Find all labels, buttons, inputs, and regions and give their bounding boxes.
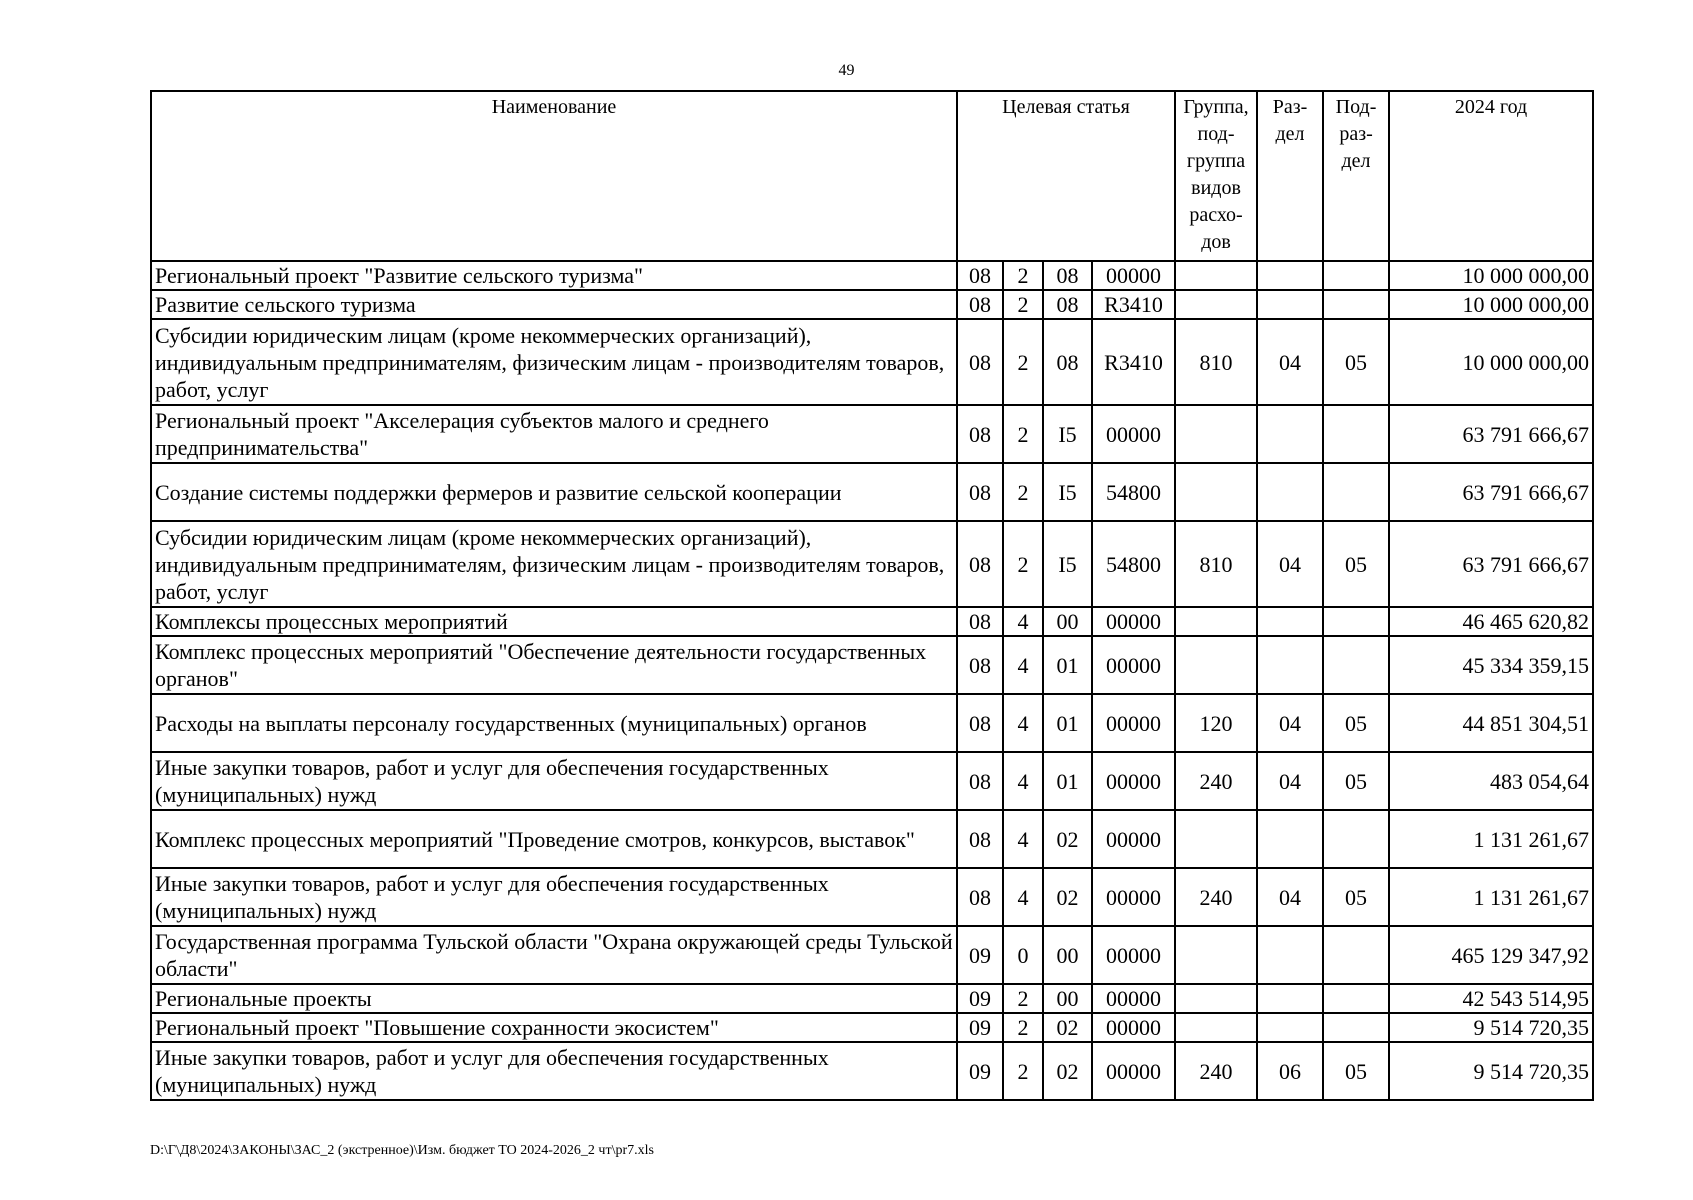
header-name: Наименование [151, 91, 957, 261]
expense-group-cell [1175, 405, 1257, 463]
target-code-direction-cell: 00000 [1092, 868, 1175, 926]
row-name-cell: Создание системы поддержки фермеров и развитие сельской кооперации [151, 463, 957, 521]
header-section [1257, 91, 1323, 261]
row-name-cell: Региональный проект "Акселерация субъектов малого и среднего предпринимательства" [151, 405, 957, 463]
section-cell [1257, 463, 1323, 521]
expense-group-cell [1175, 261, 1257, 290]
table-row [151, 1013, 1593, 1042]
section-cell: 04 [1257, 521, 1323, 607]
section-cell [1257, 261, 1323, 290]
row-name-cell: Комплексы процессных мероприятий [151, 607, 957, 636]
table-row [151, 405, 1593, 463]
target-code-project-cell: 02 [1043, 1042, 1092, 1100]
target-code-direction-cell: 00000 [1092, 1013, 1175, 1042]
expense-group-cell: 810 [1175, 521, 1257, 607]
header-section-line: дел [1275, 123, 1305, 145]
table-row [151, 607, 1593, 636]
table-row [151, 694, 1593, 752]
expense-group-cell [1175, 1013, 1257, 1042]
header-group-line: группа [1186, 150, 1246, 172]
subsection-cell: 05 [1323, 521, 1389, 607]
target-code-direction-cell: 00000 [1092, 1042, 1175, 1100]
subsection-cell: 05 [1323, 1042, 1389, 1100]
target-code-program-cell: 08 [957, 607, 1003, 636]
subsection-cell [1323, 1013, 1389, 1042]
section-cell [1257, 405, 1323, 463]
amount-2024-cell: 63 791 666,67 [1389, 405, 1593, 463]
amount-2024-cell: 9 514 720,35 [1389, 1042, 1593, 1100]
row-name-cell: Комплекс процессных мероприятий "Проведение смотров, конкурсов, выставок" [151, 810, 957, 868]
amount-2024-cell: 45 334 359,15 [1389, 636, 1593, 694]
target-code-direction-cell: 00000 [1092, 926, 1175, 984]
target-code-program-cell: 08 [957, 319, 1003, 405]
file-path-footer: D:\Г\Д8\2024\ЗАКОНЫ\ЗАС_2 (экстренное)\Изм. бюджет ТО 2024-2026_2 чт\pr7.xls [150, 1143, 654, 1158]
row-name-cell: Региональный проект "Развитие сельского туризма" [151, 261, 957, 290]
target-code-type-cell: 2 [1003, 290, 1043, 319]
amount-2024-cell: 46 465 620,82 [1389, 607, 1593, 636]
target-code-program-cell: 08 [957, 405, 1003, 463]
amount-2024-cell: 10 000 000,00 [1389, 261, 1593, 290]
amount-2024-cell: 10 000 000,00 [1389, 290, 1593, 319]
table-row [151, 810, 1593, 868]
target-code-direction-cell: 00000 [1092, 636, 1175, 694]
target-code-project-cell: 02 [1043, 1013, 1092, 1042]
table-row [151, 261, 1593, 290]
table-row [151, 926, 1593, 984]
target-code-type-cell: 0 [1003, 926, 1043, 984]
target-code-program-cell: 09 [957, 984, 1003, 1013]
table-header-row [151, 91, 1593, 261]
target-code-direction-cell: R3410 [1092, 319, 1175, 405]
row-name-cell: Развитие сельского туризма [151, 290, 957, 319]
target-code-type-cell: 4 [1003, 810, 1043, 868]
target-code-type-cell: 4 [1003, 607, 1043, 636]
header-group-line: видов [1191, 177, 1241, 199]
expense-group-cell: 240 [1175, 868, 1257, 926]
header-subsection-line: Под- [1335, 96, 1377, 118]
subsection-cell [1323, 405, 1389, 463]
target-code-type-cell: 4 [1003, 868, 1043, 926]
target-code-direction-cell: 54800 [1092, 463, 1175, 521]
section-cell [1257, 636, 1323, 694]
target-code-direction-cell: R3410 [1092, 290, 1175, 319]
row-name-cell: Иные закупки товаров, работ и услуг для обеспечения государственных (муниципальных) нужд [151, 752, 957, 810]
header-subsection-line: раз- [1339, 123, 1373, 145]
target-code-project-cell: 08 [1043, 319, 1092, 405]
table-row [151, 1042, 1593, 1100]
subsection-cell [1323, 636, 1389, 694]
expense-group-cell [1175, 636, 1257, 694]
target-code-program-cell: 08 [957, 463, 1003, 521]
row-name-cell: Комплекс процессных мероприятий "Обеспечение деятельности государственных органов" [151, 636, 957, 694]
target-code-project-cell: I5 [1043, 463, 1092, 521]
target-code-type-cell: 4 [1003, 636, 1043, 694]
expense-group-cell: 120 [1175, 694, 1257, 752]
table-row [151, 463, 1593, 521]
amount-2024-cell: 9 514 720,35 [1389, 1013, 1593, 1042]
section-cell: 04 [1257, 694, 1323, 752]
header-subsection [1323, 91, 1389, 261]
target-code-program-cell: 09 [957, 1042, 1003, 1100]
amount-2024-cell: 63 791 666,67 [1389, 463, 1593, 521]
row-name-cell: Региональный проект "Повышение сохранности экосистем" [151, 1013, 957, 1042]
target-code-project-cell: 01 [1043, 636, 1092, 694]
target-code-program-cell: 09 [957, 1013, 1003, 1042]
target-code-project-cell: 02 [1043, 810, 1092, 868]
target-code-direction-cell: 00000 [1092, 694, 1175, 752]
expense-group-cell: 240 [1175, 752, 1257, 810]
subsection-cell [1323, 463, 1389, 521]
target-code-project-cell: 01 [1043, 752, 1092, 810]
subsection-cell [1323, 810, 1389, 868]
amount-2024-cell: 42 543 514,95 [1389, 984, 1593, 1013]
amount-2024-cell: 10 000 000,00 [1389, 319, 1593, 405]
row-name-cell: Субсидии юридическим лицам (кроме некоммерческих организаций), индивидуальным предпринимателям, физическим лицам - производителям товаров, работ, услуг [151, 319, 957, 405]
section-cell [1257, 926, 1323, 984]
table-row [151, 319, 1593, 405]
row-name-cell: Субсидии юридическим лицам (кроме некоммерческих организаций), индивидуальным предпринимателям, физическим лицам - производителям товаров, работ, услуг [151, 521, 957, 607]
section-cell [1257, 290, 1323, 319]
target-code-project-cell: 00 [1043, 984, 1092, 1013]
target-code-project-cell: I5 [1043, 521, 1092, 607]
target-code-program-cell: 08 [957, 636, 1003, 694]
section-cell [1257, 1013, 1323, 1042]
table-row [151, 868, 1593, 926]
header-group-line: дов [1201, 231, 1231, 253]
target-code-program-cell: 08 [957, 290, 1003, 319]
table-body [151, 261, 1593, 1100]
subsection-cell: 05 [1323, 868, 1389, 926]
target-code-project-cell: I5 [1043, 405, 1092, 463]
header-target-article: Целевая статья [957, 91, 1175, 261]
target-code-type-cell: 2 [1003, 463, 1043, 521]
row-name-cell: Расходы на выплаты персоналу государственных (муниципальных) органов [151, 694, 957, 752]
subsection-cell [1323, 607, 1389, 636]
subsection-cell [1323, 926, 1389, 984]
expense-group-cell [1175, 984, 1257, 1013]
target-code-type-cell: 4 [1003, 752, 1043, 810]
section-cell: 04 [1257, 752, 1323, 810]
amount-2024-cell: 44 851 304,51 [1389, 694, 1593, 752]
section-cell: 06 [1257, 1042, 1323, 1100]
expense-group-cell: 810 [1175, 319, 1257, 405]
target-code-direction-cell: 54800 [1092, 521, 1175, 607]
row-name-cell: Иные закупки товаров, работ и услуг для обеспечения государственных (муниципальных) нужд [151, 1042, 957, 1100]
target-code-type-cell: 4 [1003, 694, 1043, 752]
subsection-cell: 05 [1323, 752, 1389, 810]
section-cell: 04 [1257, 319, 1323, 405]
target-code-direction-cell: 00000 [1092, 810, 1175, 868]
target-code-type-cell: 2 [1003, 984, 1043, 1013]
row-name-cell: Иные закупки товаров, работ и услуг для обеспечения государственных (муниципальных) нужд [151, 868, 957, 926]
table-row [151, 636, 1593, 694]
subsection-cell [1323, 984, 1389, 1013]
amount-2024-cell: 483 054,64 [1389, 752, 1593, 810]
target-code-direction-cell: 00000 [1092, 984, 1175, 1013]
expense-group-cell [1175, 463, 1257, 521]
expense-group-cell: 240 [1175, 1042, 1257, 1100]
target-code-program-cell: 08 [957, 261, 1003, 290]
table-row [151, 290, 1593, 319]
header-group-line: Группа, [1183, 96, 1249, 118]
subsection-cell [1323, 261, 1389, 290]
subsection-cell: 05 [1323, 319, 1389, 405]
header-subsection-line: дел [1341, 150, 1371, 172]
target-code-direction-cell: 00000 [1092, 405, 1175, 463]
target-code-project-cell: 08 [1043, 290, 1092, 319]
table-row [151, 984, 1593, 1013]
header-group-line: под- [1197, 123, 1235, 145]
expense-group-cell [1175, 607, 1257, 636]
amount-2024-cell: 1 131 261,67 [1389, 868, 1593, 926]
header-group-line: расхо- [1189, 204, 1243, 226]
amount-2024-cell: 63 791 666,67 [1389, 521, 1593, 607]
target-code-program-cell: 08 [957, 868, 1003, 926]
target-code-type-cell: 2 [1003, 319, 1043, 405]
header-section-line: Раз- [1272, 96, 1308, 118]
target-code-direction-cell: 00000 [1092, 752, 1175, 810]
target-code-direction-cell: 00000 [1092, 261, 1175, 290]
target-code-project-cell: 02 [1043, 868, 1092, 926]
row-name-cell: Региональные проекты [151, 984, 957, 1013]
expense-group-cell [1175, 290, 1257, 319]
target-code-direction-cell: 00000 [1092, 607, 1175, 636]
section-cell [1257, 984, 1323, 1013]
target-code-type-cell: 2 [1003, 521, 1043, 607]
amount-2024-cell: 1 131 261,67 [1389, 810, 1593, 868]
target-code-program-cell: 08 [957, 694, 1003, 752]
table-row [151, 521, 1593, 607]
section-cell [1257, 810, 1323, 868]
expense-group-cell [1175, 926, 1257, 984]
target-code-program-cell: 08 [957, 521, 1003, 607]
target-code-project-cell: 00 [1043, 926, 1092, 984]
target-code-type-cell: 2 [1003, 1013, 1043, 1042]
header-group [1175, 91, 1257, 261]
target-code-program-cell: 08 [957, 810, 1003, 868]
amount-2024-cell: 465 129 347,92 [1389, 926, 1593, 984]
target-code-project-cell: 00 [1043, 607, 1092, 636]
expense-group-cell [1175, 810, 1257, 868]
target-code-program-cell: 09 [957, 926, 1003, 984]
subsection-cell: 05 [1323, 694, 1389, 752]
section-cell: 04 [1257, 868, 1323, 926]
target-code-project-cell: 08 [1043, 261, 1092, 290]
target-code-project-cell: 01 [1043, 694, 1092, 752]
subsection-cell [1323, 290, 1389, 319]
table-row [151, 752, 1593, 810]
header-year: 2024 год [1389, 91, 1593, 261]
budget-table [150, 90, 1594, 1101]
target-code-type-cell: 2 [1003, 261, 1043, 290]
section-cell [1257, 607, 1323, 636]
target-code-type-cell: 2 [1003, 405, 1043, 463]
page-number: 49 [838, 62, 855, 79]
target-code-program-cell: 08 [957, 752, 1003, 810]
row-name-cell: Государственная программа Тульской области "Охрана окружающей среды Тульской области" [151, 926, 957, 984]
target-code-type-cell: 2 [1003, 1042, 1043, 1100]
